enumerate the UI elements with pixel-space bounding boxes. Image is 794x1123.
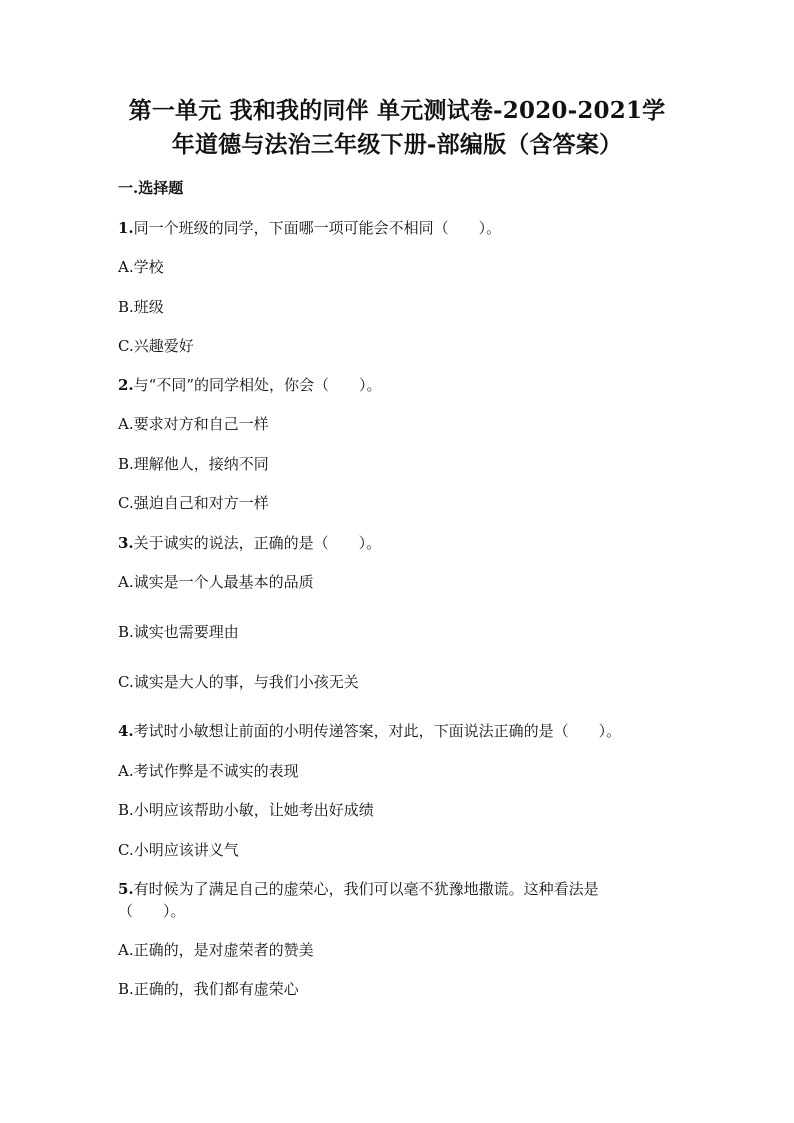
question-5 <box>118 879 599 899</box>
document-title-line-2: 年道德与法治三年级下册-部编版（含答案） <box>171 131 623 158</box>
question-3-option-a: A.诚实是一个人最基本的品质 <box>118 573 314 591</box>
question-4 <box>118 721 621 741</box>
document-title <box>120 94 674 162</box>
question-4-option-c: C.小明应该讲义气 <box>118 841 239 859</box>
question-5-option-a: A.正确的，是对虚荣者的赞美 <box>118 941 314 959</box>
question-2-option-a: A.要求对方和自己一样 <box>118 415 269 433</box>
question-2-text: 与“不同”的同学相处，你会（ ）。 <box>133 376 382 394</box>
question-3-option-c: C.诚实是大人的事，与我们小孩无关 <box>118 673 359 691</box>
question-1-option-b: B.班级 <box>118 298 164 316</box>
question-3-option-b: B.诚实也需要理由 <box>118 623 239 641</box>
question-4-number: 4. <box>118 722 134 740</box>
question-5-text: 有时候为了满足自己的虚荣心，我们可以毫不犹豫地撒谎。这种看法是 <box>133 880 599 898</box>
question-2 <box>118 375 382 395</box>
question-3-text: 关于诚实的说法，正确的是（ ）。 <box>133 534 382 552</box>
question-5-option-b: B.正确的，我们都有虚荣心 <box>118 980 299 998</box>
question-1-text: 同一个班级的同学，下面哪一项可能会不相同（ ）。 <box>133 219 502 237</box>
question-1-number: 1. <box>118 219 134 237</box>
question-4-text: 考试时小敏想让前面的小明传递答案，对此，下面说法正确的是（ ）。 <box>133 722 622 740</box>
document-title-line-1: 第一单元 我和我的同伴 单元测试卷-2020-2021学 <box>128 97 666 124</box>
question-1 <box>118 218 501 238</box>
question-3 <box>118 533 381 553</box>
question-5-number: 5. <box>118 880 134 898</box>
question-4-option-a: A.考试作弊是不诚实的表现 <box>118 762 299 780</box>
question-1-option-c: C.兴趣爱好 <box>118 337 194 355</box>
question-2-option-c: C.强迫自己和对方一样 <box>118 494 269 512</box>
question-2-number: 2. <box>118 376 134 394</box>
question-5-text-continued: （ ）。 <box>118 902 186 920</box>
question-4-option-b: B.小明应该帮助小敏，让她考出好成绩 <box>118 801 374 819</box>
question-3-number: 3. <box>118 534 134 552</box>
question-1-option-a: A.学校 <box>118 258 164 276</box>
question-2-option-b: B.理解他人，接纳不同 <box>118 455 269 473</box>
section-heading: 一.选择题 <box>118 179 184 197</box>
